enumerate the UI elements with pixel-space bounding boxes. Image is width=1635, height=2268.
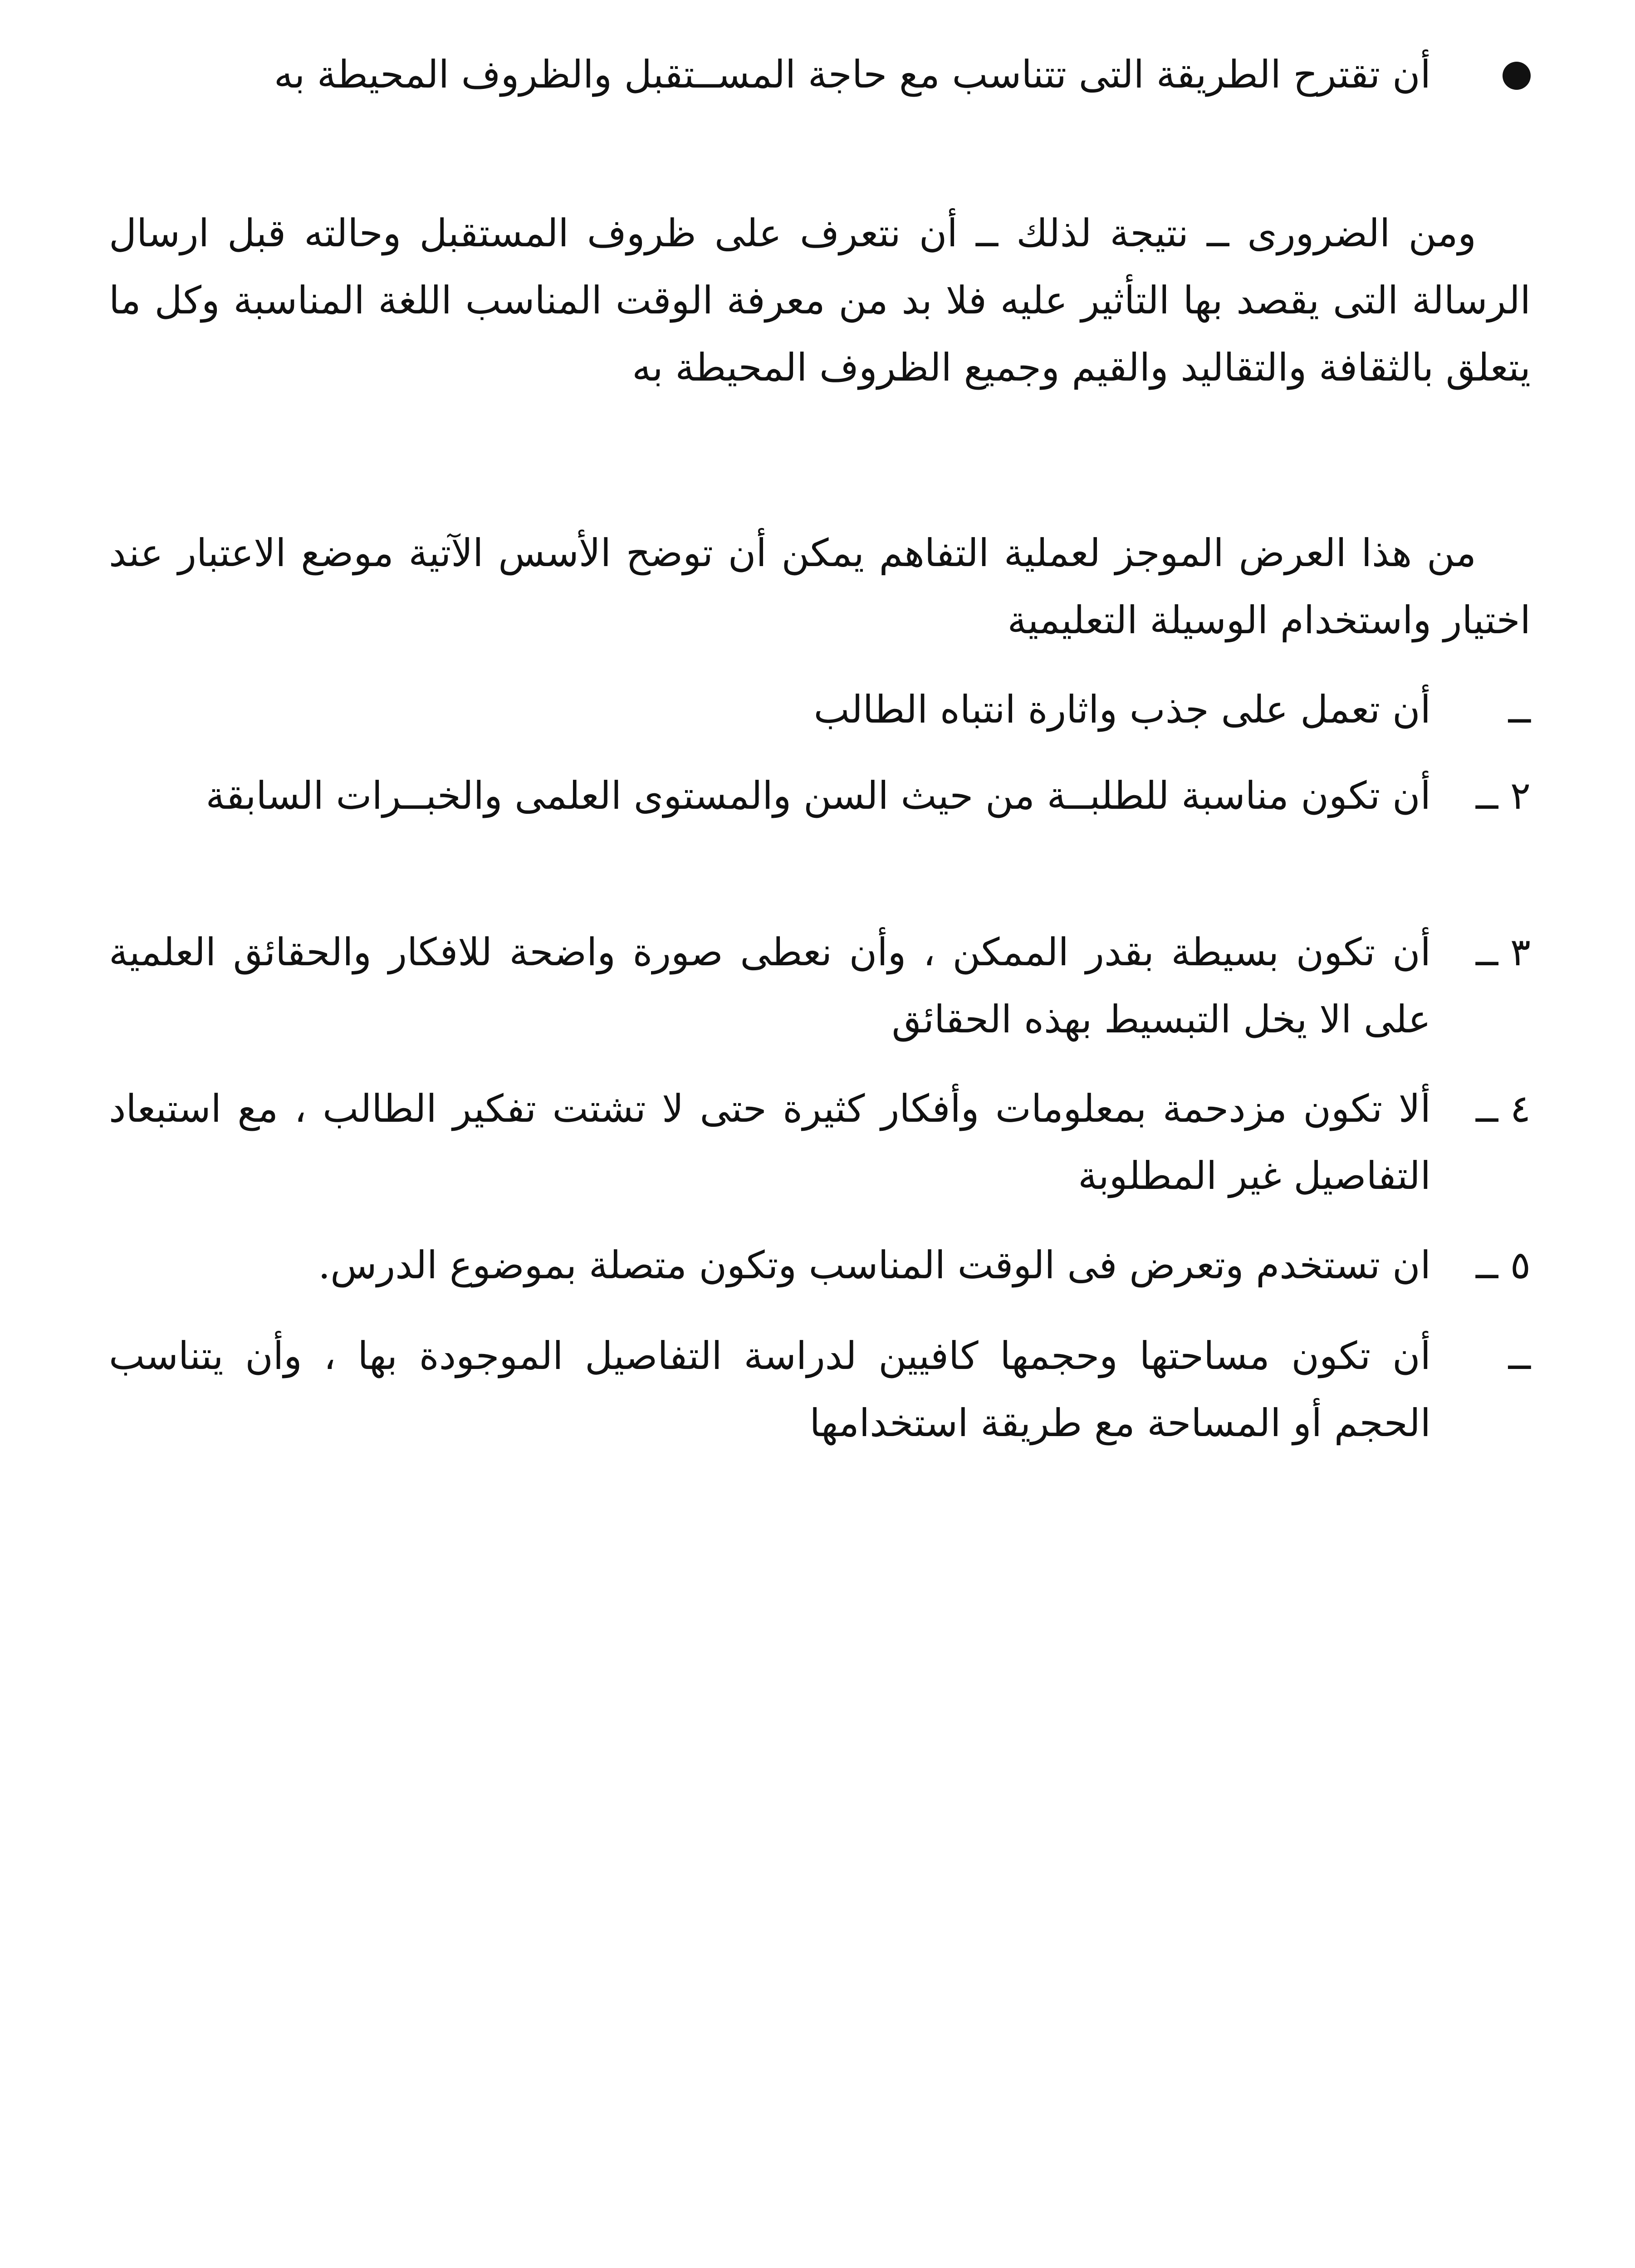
- list-item: [109, 1322, 1531, 1457]
- paragraph-2-text: من هذا العرض الموجز لعملية التفاهم يمكن أن توضح الأسس الآتية موضع الاعتبار عند اختيار واستخدام الوسيلة التعليمية: [109, 531, 1531, 642]
- list-item-text: ألا تكون مزدحمة بمعلومات وأفكار كثيرة حتى لا تشتت تفكير الطالب ، مع استبعاد التفاصيل غير المطلوبة: [109, 1086, 1431, 1198]
- list-item-marker: ٢ ــ: [1475, 773, 1531, 818]
- list-item: [109, 1075, 1531, 1209]
- paragraph-1: [109, 200, 1531, 401]
- list-item: [109, 1232, 1531, 1299]
- list-item: [109, 762, 1531, 829]
- list-item-marker: ٤ ــ: [1475, 1086, 1531, 1131]
- paragraph-2: [109, 519, 1531, 654]
- list-item-marker: ــ: [1508, 1334, 1531, 1378]
- intro-bullet: [109, 41, 1531, 110]
- bullet-marker: [1431, 41, 1531, 110]
- list-item-text: ان تستخدم وتعرض فى الوقت المناسب وتكون متصلة بموضوع الدرس.: [318, 1243, 1431, 1287]
- intro-bullet-text: أن تقترح الطريقة التى تتناسب مع حاجة المســتقبل والظروف المحيطة به: [274, 52, 1431, 97]
- list-item: [109, 919, 1531, 1053]
- list-item-marker: ٥ ــ: [1475, 1243, 1531, 1287]
- list-item-marker: ٣ ــ: [1475, 930, 1531, 974]
- bullet-dot-icon: [1503, 62, 1531, 90]
- list-item-text: أن تعمل على جذب واثارة انتباه الطالب: [813, 687, 1431, 732]
- list-item-text: أن تكون مناسبة للطلبــة من حيث السن والمستوى العلمى والخبــرات السابقة: [206, 773, 1431, 818]
- paragraph-1-text: ومن الضرورى ــ نتيجة لذلك ــ أن نتعرف على ظروف المستقبل وحالته قبل ارسال الرسالة التى يقصد بها التأثير عليه فلا بد من معرفة الوقت المناسب اللغة المناسبة وكل ما يتعلق بالثقافة والتقاليد والقيم وجميع الظروف المحيطة به: [109, 211, 1531, 390]
- list-item-text: أن تكون بسيطة بقدر الممكن ، وأن نعطى صورة واضحة للافكار والحقائق العلمية على الا يخل التبسيط بهذه الحقائق: [109, 930, 1431, 1041]
- list-item-marker: ــ: [1508, 687, 1531, 732]
- list-item-text: أن تكون مساحتها وحجمها كافيين لدراسة التفاصيل الموجودة بها ، وأن يتناسب الحجم أو المساحة مع طريقة استخدامها: [109, 1334, 1431, 1445]
- list-item: [109, 676, 1531, 743]
